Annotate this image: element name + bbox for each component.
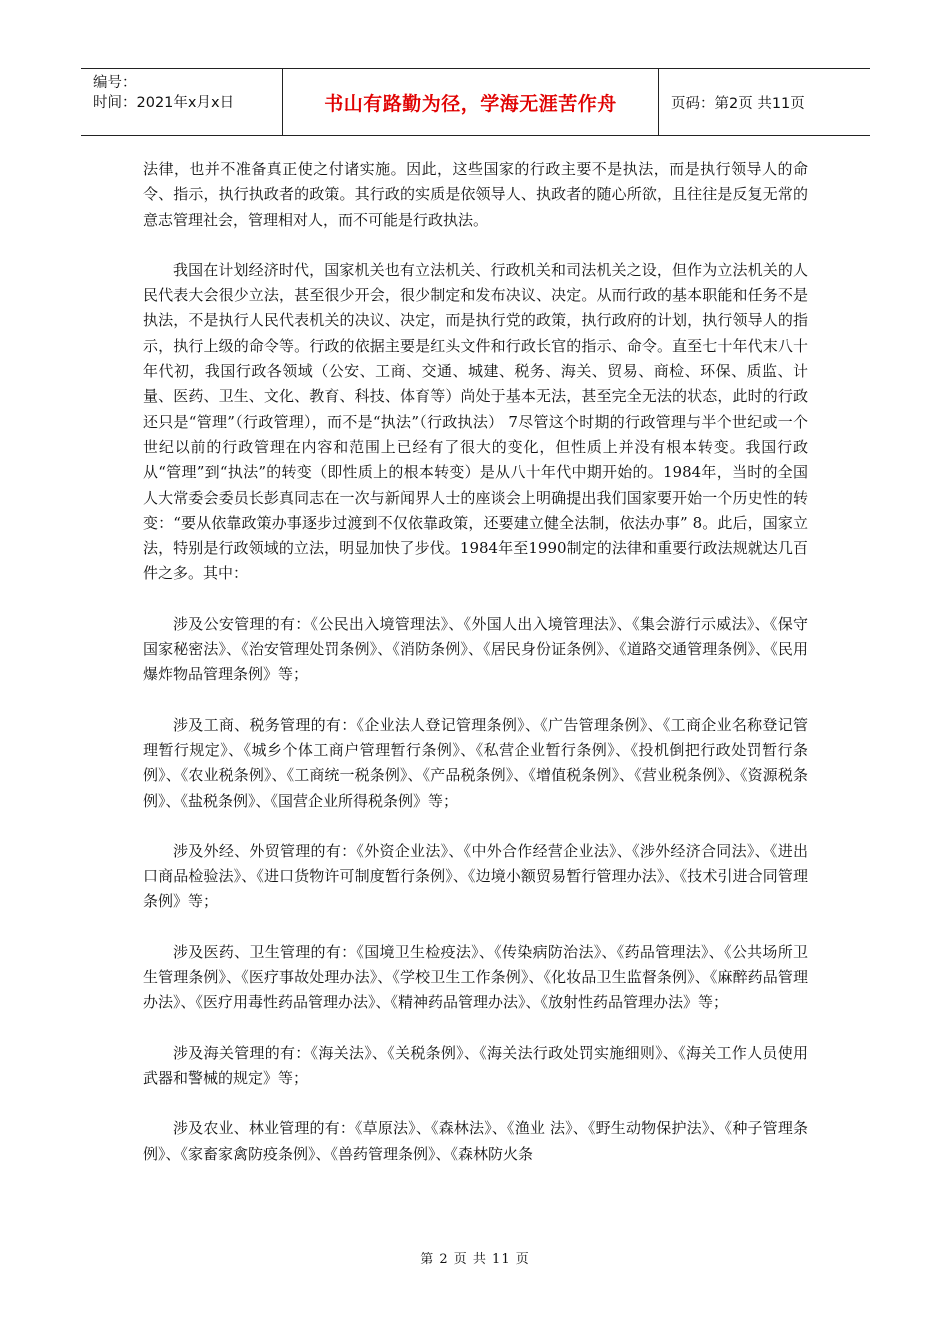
paragraph-medicine-health: 涉及医药、卫生管理的有：《国境卫生检疫法》、《传染病防治法》、《药品管理法》、《公共场所卫生管理条例》、《医疗事故处理办法》、《学校卫生工作条例》、《化妆品卫生监督条例》、《麻醉药品管理办法》、《医疗用毒性药品管理办法》、《精神药品管理办法》、《放射性药品管理办法》等； [143,942,808,1012]
paragraph-commerce-tax: 涉及工商、税务管理的有：《企业法人登记管理条例》、《广告管理条例》、《工商企业名称登记管理暂行规定》、《城乡个体工商户管理暂行条例》、《私营企业暂行条例》、《投机倒把行政处罚暂行条例》、《农业税条例》、《工商统一税条例》、《产品税条例》、《增值税条例》、《营业税条例》、《资源税条例》、《盐税条例》、《国营企业所得税条例》等； [143,715,808,810]
header-page-info: 页码：第2页 共11页 [671,95,805,112]
paragraph-public-security: 涉及公安管理的有：《公民出入境管理法》、《外国人出入境管理法》、《集会游行示威法》、《保守国家秘密法》、《治安管理处罚条例》、《消防条例》、《居民身份证条例》、《道路交通管理条例》、《民用爆炸物品管理条例》等； [143,614,808,684]
paragraph-continued: 法律，也并不准备真正使之付诸实施。因此，这些国家的行政主要不是执法，而是执行领导人的命令、指示，执行执政者的政策。其行政的实质是依领导人、执政者的随心所欲，且往往是反复无常的意志管理社会，管理相对人，而不可能是行政执法。 [143,160,808,229]
header-meta [81,69,283,135]
paragraph-agriculture-forestry: 涉及农业、林业管理的有：《草原法》、《森林法》、《渔业 法》、《野生动物保护法》、《种子管理条例》、《家畜家禽防疫条例》、《兽药管理条例》、《森林防火条 [143,1119,808,1163]
header-motto: 书山有路勤为径，学海无涯苦作舟 [283,69,659,135]
document-body [143,157,808,1192]
page-footer: 第 2 页 共 11 页 [420,1252,530,1267]
document-number-label: 编号： [93,75,137,91]
document-date-label: 时间：2021年x月x日 [93,95,235,111]
paragraph-foreign-trade: 涉及外经、外贸管理的有：《外资企业法》、《中外合作经营企业法》、《涉外经济合同法》、《进出口商品检验法》、《进口货物许可制度暂行条例》、《边境小额贸易暂行管理办法》、《技术引进合同管理条例》等； [143,841,808,911]
paragraph-customs: 涉及海关管理的有：《海关法》、《关税条例》、《海关法行政处罚实施细则》、《海关工作人员使用武器和警械的规定》等； [143,1043,808,1087]
paragraph-planned-economy: 我国在计划经济时代，国家机关也有立法机关、行政机关和司法机关之设，但作为立法机关的人民代表大会很少立法，甚至很少开会，很少制定和发布决议、决定。从而行政的基本职能和任务不是执法，不是执行人民代表机关的决议、决定，而是执行党的政策，执行政府的计划，执行领导人的指示，执行上级的命令等。行政的依据主要是红头文件和行政长官的指示、命令。直至七十年代末八十年代初，我国行政各领域（公安、工商、交通、城建、税务、海关、贸易、商检、环保、质监、计量、医药、卫生、文化、教育、科技、体育等）尚处于基本无法，甚至完全无法的状态，此时的行政还只是“管理”（行政管理），而不是“执法”（行政执法） 7尽管这个时期的行政管理与半个世纪或一个世纪以前的行政管理在内容和范围上已经有了很大的变化，但性质上并没有根本转变。我国行政从“管理”到“执法”的转变（即性质上的根本转变）是从八十年代中期开始的。1984年，当时的全国人大常委会委员长彭真同志在一次与新闻界人士的座谈会上明确提出我们国家要开始一个历史性的转变：“要从依靠政策办事逐步过渡到不仅依靠政策，还要建立健全法制，依法办事” 8。此后，国家立法，特别是行政领域的立法，明显加快了步伐。1984年至1990制定的法律和重要行政法规就达几百件之多。其中： [143,260,808,583]
page-header [81,68,870,136]
